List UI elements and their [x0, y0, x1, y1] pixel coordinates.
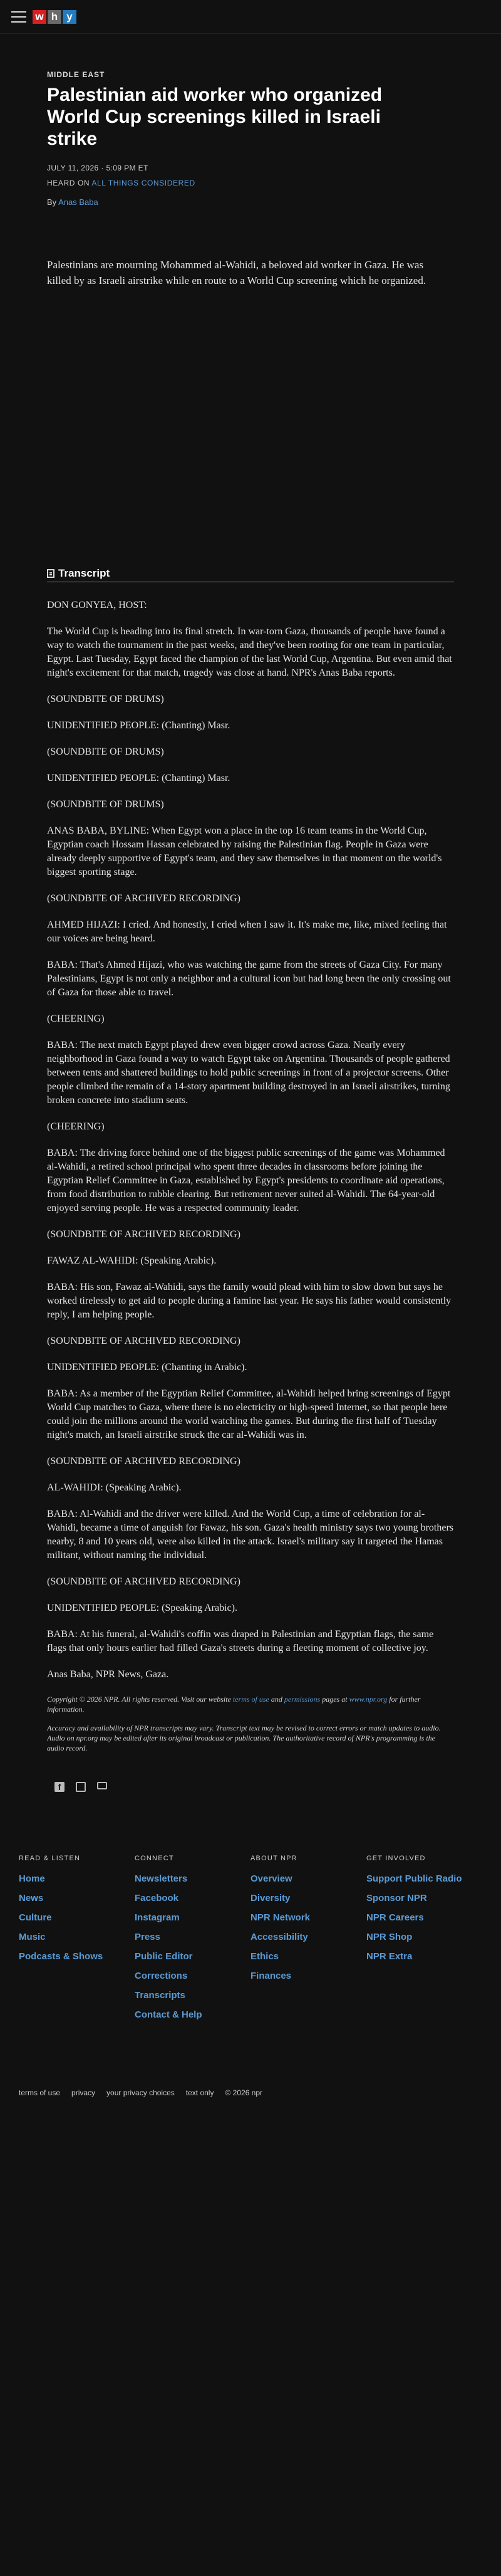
transcript-paragraph: BABA: At his funeral, al-Wahidi's coffin was draped in Palestinian and Egyptian flags, the same flags that only hours earlier had filled Gaza's streets during a fleeting moment of collective joy.	[47, 1629, 434, 1653]
terms-of-use-link[interactable]: terms of use	[232, 1695, 269, 1704]
transcript-paragraph: BABA: The driving force behind one of the biggest public screenings of the game was Mohammed al-Wahidi, a retired school principal who spent three decades in classrooms before joining the Egyptian Relief Committee in Gaza, established by Egypt's presidents to coordinate aid operations, from food distribution to rubble clearing. But retirement never suited al-Wahidi. The 64-year-old enjoyed serving people. He was a respected community leader.	[47, 1148, 445, 1213]
author-link[interactable]: Anas Baba	[58, 197, 98, 207]
transcript-paragraph: AL-WAHIDI: (Speaking Arabic).	[47, 1482, 182, 1493]
email-icon[interactable]	[97, 1782, 107, 1789]
npr-site-link[interactable]: www.npr.org	[349, 1695, 388, 1704]
article-headline: Palestinian aid worker who organized World Cup screenings killed in Israeli strike	[47, 85, 383, 149]
footer-column-heading: READ & LISTEN	[19, 1855, 81, 1862]
transcript-title: Transcript	[58, 567, 110, 579]
byline-prefix: By	[47, 197, 57, 207]
logo-letter-h: h	[48, 10, 61, 24]
footer-link[interactable]: Facebook	[135, 1893, 179, 1903]
footer-column-heading: ABOUT NPR	[250, 1855, 297, 1862]
footer-link[interactable]: Home	[19, 1873, 45, 1884]
transcript-paragraph: AHMED HIJAZI: I cried. And honestly, I cried when I saw it. It's make me, like, mixed feeling that our voices are being heard.	[47, 919, 447, 944]
bottom-link[interactable]: your privacy choices	[106, 2088, 175, 2097]
article-teaser: Palestinians are mourning Mohammed al-Wahidi, a beloved aid worker in Gaza. He was killed by as Israeli airstrike while en route to a World Cup screening which he organized.	[47, 259, 426, 286]
accuracy-notice: Accuracy and availability of NPR transcripts may vary. Transcript text may be revised to correct errors or match updates to audio. Audio on npr.org may be edited after its original broadcast or publication. The authoritative record of NPR's programming is the audio record.	[47, 1724, 441, 1752]
footer-link[interactable]: NPR Shop	[366, 1932, 413, 1942]
flipboard-icon[interactable]	[76, 1782, 86, 1792]
show-link[interactable]: ALL THINGS CONSIDERED	[91, 179, 195, 187]
heard-on-label: HEARD ON	[47, 179, 90, 187]
copyright-mid: pages at	[322, 1695, 348, 1704]
byline	[47, 197, 454, 207]
transcript-paragraph: (SOUNDBITE OF ARCHIVED RECORDING)	[47, 893, 240, 904]
logo-letter-w: w	[33, 10, 46, 24]
footer-link[interactable]: Transcripts	[135, 1990, 185, 2001]
transcript-body	[47, 599, 454, 1682]
footer-link[interactable]: Accessibility	[250, 1932, 308, 1942]
footer-link[interactable]: Overview	[250, 1873, 292, 1884]
transcript-paragraph: (SOUNDBITE OF ARCHIVED RECORDING)	[47, 1336, 240, 1346]
footer-link[interactable]: Newsletters	[135, 1873, 188, 1884]
footer-link[interactable]: Podcasts & Shows	[19, 1951, 103, 1962]
footer-link[interactable]: Music	[19, 1932, 46, 1942]
footer-link[interactable]: NPR Careers	[366, 1912, 424, 1923]
footer-link[interactable]: Sponsor NPR	[366, 1893, 427, 1903]
transcript-paragraph: The World Cup is heading into its final stretch. In war-torn Gaza, thousands of people have found a way to watch the tournament in the past weeks, and they've been rooting for one team in particular, Egypt. Last Tuesday, Egypt faced the champion of the last World Cup, Argentina. But even amid that night's excitement for that match, tragedy was close at hand. NPR's Anas Baba reports.	[47, 626, 452, 678]
footer-link[interactable]: News	[19, 1893, 44, 1903]
footer-link[interactable]: Contact & Help	[135, 2009, 202, 2020]
footer-link[interactable]: NPR Network	[250, 1912, 311, 1923]
footer-link[interactable]: Ethics	[250, 1951, 279, 1962]
site-logo[interactable]	[33, 10, 76, 24]
transcript-paragraph: (CHEERING)	[47, 1013, 105, 1024]
copyright-text: Copyright © 2026 NPR. All rights reserved. Visit our website	[47, 1695, 231, 1704]
top-navigation-bar	[0, 0, 501, 34]
copyright-post: for further information.	[47, 1695, 421, 1714]
transcript-paragraph: FAWAZ AL-WAHIDI: (Speaking Arabic).	[47, 1255, 217, 1266]
site-footer	[0, 1855, 501, 2029]
footer-link[interactable]: Corrections	[135, 1971, 188, 1981]
footer-link[interactable]: Culture	[19, 1912, 52, 1923]
transcript-paragraph: (SOUNDBITE OF DRUMS)	[47, 694, 164, 704]
section-slug[interactable]: MIDDLE EAST	[47, 70, 105, 79]
footer-column-heading: CONNECT	[135, 1855, 174, 1862]
transcript-paragraph: (CHEERING)	[47, 1121, 105, 1132]
footer-link[interactable]: NPR Extra	[366, 1951, 413, 1962]
transcript-paragraph: BABA: That's Ahmed Hijazi, who was watching the game from the streets of Gaza City. For many Palestinians, Egypt is not only a neighbor and a cultural icon but had long been the only crossing out of Gaza for those able to travel.	[47, 960, 451, 998]
logo-letter-y: y	[63, 10, 76, 24]
footer-copyright: © 2026 npr	[225, 2088, 263, 2097]
footer-bottom-links	[0, 2088, 501, 2097]
bottom-link[interactable]: terms of use	[19, 2088, 61, 2097]
transcript-paragraph: (SOUNDBITE OF DRUMS)	[47, 746, 164, 757]
bottom-link[interactable]: privacy	[71, 2088, 96, 2097]
transcript-paragraph: (SOUNDBITE OF ARCHIVED RECORDING)	[47, 1456, 240, 1467]
transcript-header	[47, 567, 454, 582]
transcript-paragraph: UNIDENTIFIED PEOPLE: (Chanting) Masr.	[47, 773, 230, 783]
footer-column	[250, 1855, 366, 2029]
footer-link[interactable]: Public Editor	[135, 1951, 193, 1962]
transcript-paragraph: BABA: The next match Egypt played drew even bigger crowd across Gaza. Nearly every neighborhood in Gaza found a way to watch Egypt take on Argentina. Thousands of people gathered between tents and shattered buildings to hold public screenings in front of a projector screens. Other people climbed the remain of a 14-story apartment building destroyed in an Israeli airstrikes, turning broken concrete into stadium seats.	[47, 1040, 450, 1106]
facebook-icon[interactable]: f	[54, 1782, 65, 1792]
footer-link[interactable]: Press	[135, 1932, 160, 1942]
transcript-paragraph: UNIDENTIFIED PEOPLE: (Chanting in Arabic).	[47, 1362, 247, 1373]
transcript-paragraph: (SOUNDBITE OF ARCHIVED RECORDING)	[47, 1229, 240, 1240]
copyright-notice	[47, 1694, 454, 1714]
footer-column	[19, 1855, 135, 2029]
transcript-paragraph: (SOUNDBITE OF ARCHIVED RECORDING)	[47, 1576, 240, 1587]
permissions-link[interactable]: permissions	[284, 1695, 321, 1704]
footer-column-heading: GET INVOLVED	[366, 1855, 426, 1862]
transcript-paragraph: ANAS BABA, BYLINE: When Egypt won a place in the top 16 team teams in the World Cup, Egyptian coach Hossam Hassan celebrated by raising the Palestinian flag. People in Gaza were already deeply supportive of Egypt's team, and they saw themselves in that moment on the world's biggest sporting stage.	[47, 825, 442, 877]
share-bar	[47, 1782, 454, 1792]
copyright-and: and	[271, 1695, 282, 1704]
footer-link[interactable]: Finances	[250, 1971, 292, 1981]
transcript-paragraph: UNIDENTIFIED PEOPLE: (Chanting) Masr.	[47, 720, 230, 731]
heard-on	[47, 179, 454, 187]
hamburger-menu-icon[interactable]	[11, 11, 26, 23]
footer-link[interactable]: Instagram	[135, 1912, 180, 1923]
bottom-link[interactable]: text only	[185, 2088, 214, 2097]
transcript-paragraph: Anas Baba, NPR News, Gaza.	[47, 1669, 169, 1680]
footer-link[interactable]: Support Public Radio	[366, 1873, 462, 1884]
article	[0, 34, 501, 1792]
footer-column	[135, 1855, 250, 2029]
transcript-paragraph: UNIDENTIFIED PEOPLE: (Speaking Arabic).	[47, 1603, 237, 1613]
transcript-paragraph: BABA: His son, Fawaz al-Wahidi, says the family would plead with him to slow down but says he worked tirelessly to get aid to people during a famine last year. He says his father would consistently reply, I am helping people.	[47, 1282, 452, 1320]
article-dateline: JULY 11, 2026 · 5:09 PM ET	[47, 164, 148, 172]
transcript-paragraph: DON GONYEA, HOST:	[47, 600, 147, 610]
footer-link[interactable]: Diversity	[250, 1893, 291, 1903]
footer-column	[366, 1855, 482, 2029]
document-icon	[47, 569, 54, 578]
transcript-paragraph: BABA: As a member of the Egyptian Relief Committee, al-Wahidi helped bring screenings of Egypt World Cup matches to Gaza, where there is no electricity or high-speed Internet, so that people here could join the millions around the world watching the games. But during the first half of Tuesday night's match, an Israeli airstrike struck the car al-Wahidi was in.	[47, 1388, 451, 1440]
transcript-paragraph: BABA: Al-Wahidi and the driver were killed. And the World Cup, a time of celebration for al-Wahidi, became a time of anguish for Fawaz, his son. Gaza's health ministry says two young brothers nearby, 8 and 10 years old, were also killed in the attack. Israel's military say it targeted the Hamas militant, without naming the individual.	[47, 1509, 453, 1561]
transcript-paragraph: (SOUNDBITE OF DRUMS)	[47, 799, 164, 810]
